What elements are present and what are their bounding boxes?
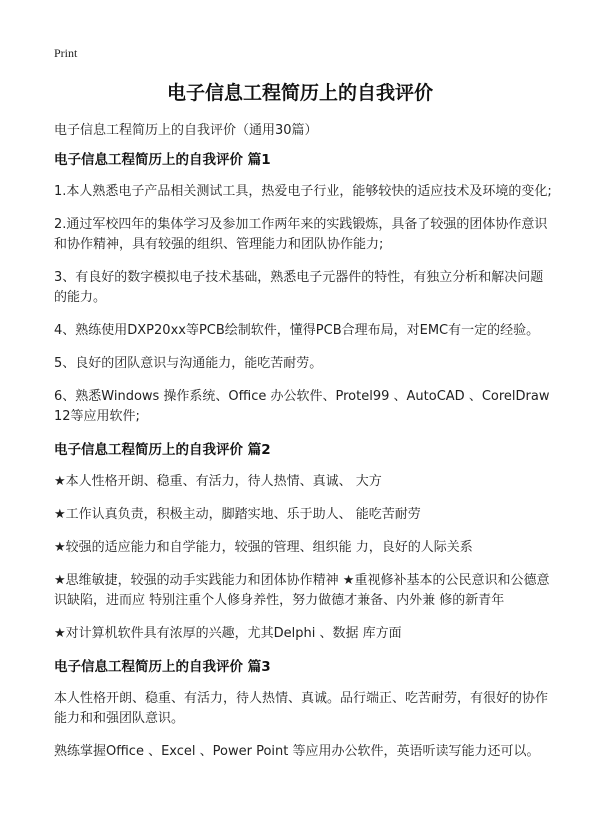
section-3 — [54, 657, 552, 762]
paragraph: 5、良好的团队意识与沟通能力，能吃苦耐劳。 — [54, 356, 323, 371]
page-subtitle: 电子信息工程简历上的自我评价（通用30篇） — [54, 123, 318, 138]
paragraph: 3、有良好的数字模拟电子技术基础，熟悉电子元器件的特性，有独立分析和解决问题的能力。 — [54, 270, 544, 305]
paragraph: 2.通过军校四年的集体学习及参加工作两年来的实践锻炼，具备了较强的团体协作意识和协作精神，具有较强的组织、管理能力和团队协作能力; — [54, 217, 548, 252]
paragraph: ★思维敏捷，较强的动手实践能力和团体协作精神 ★重视修补基本的公民意识和公德意识缺陷，进而应 特别注重个人修身养性，努力做德才兼备、内外兼 修的新青年 — [54, 573, 550, 608]
paragraph: 熟练掌握Office 、Excel 、Power Point 等应用办公软件，英语听读写能力还可以。 — [54, 744, 540, 759]
paragraph: ★较强的适应能力和自学能力，较强的管理、组织能 力，良好的人际关系 — [54, 540, 473, 555]
section-1 — [54, 150, 552, 427]
section-heading: 电子信息工程简历上的自我评价 篇2 — [54, 442, 271, 458]
paragraph: 6、熟悉Windows 操作系统、Office 办公软件、Protel99 、AutoCAD 、CorelDraw 12等应用软件; — [54, 389, 550, 424]
paragraph: ★本人性格开朗、稳重、有活力，待人热情、真诚、 大方 — [54, 474, 382, 489]
section-heading: 电子信息工程简历上的自我评价 篇3 — [54, 659, 271, 675]
section-heading: 电子信息工程简历上的自我评价 篇1 — [54, 152, 271, 168]
page-title: 电子信息工程简历上的自我评价 — [166, 82, 433, 104]
section-2 — [54, 440, 552, 644]
paragraph: 本人性格开朗、稳重、有活力，待人热情、真诚。品行端正、吃苦耐劳，有很好的协作能力和和强团队意识。 — [54, 691, 549, 726]
document-body — [54, 150, 552, 775]
print-label: Print — [54, 46, 78, 60]
paragraph: ★对计算机软件具有浓厚的兴趣，尤其Delphi 、数据 库方面 — [54, 626, 402, 641]
paragraph: ★工作认真负责，积极主动，脚踏实地、乐于助人、 能吃苦耐劳 — [54, 507, 421, 522]
paragraph: 1.本人熟悉电子产品相关测试工具，热爱电子行业，能够较快的适应技术及环境的变化; — [54, 184, 552, 199]
paragraph: 4、熟练使用DXP20xx等PCB绘制软件，懂得PCB合理布局，对EMC有一定的经验。 — [54, 323, 540, 338]
